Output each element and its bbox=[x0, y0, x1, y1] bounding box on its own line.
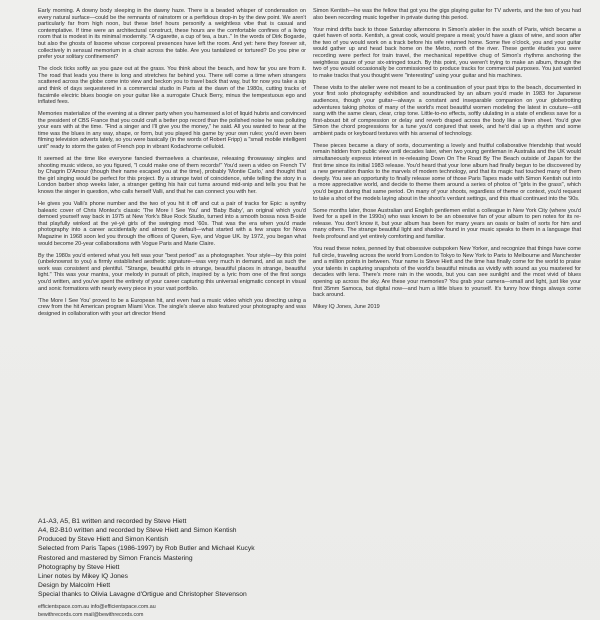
url-line: bewithrecords.com mail@bewithrecords.com bbox=[38, 612, 144, 619]
left-paragraph-4: It seemed at the time like everyone fancied themselves a chanteuse, releasing throwaway singles and shooting music videos, so you figured, "I could make one of them records!" You'd seen a video on French TV by Chagrin D'Amour (though their name escaped you at the time), probably 'Montie Carlo,' and thought that the girl singing would be perfect for this project. By a strange twist of coincidence, while telling the story in a London barber shop weeks later, a stranger getting his hair cut turns around mid-snip and tells you that he knows the singer in question, who calls herself Valli, and that he can connect you with her. bbox=[38, 156, 306, 196]
left-paragraph-3: Memories materialize of the evening at a dinner party when you harnessed a lot of liquid hubris and convinced the president of CBS France that you could craft a better pop record than the polished noise he was polluting your ears with at the time. "Find a singer and I'll give you the money," he said. All you wanted to hear at the time was the blues in any way, shape, or form, but you played his game by your own rules; you'd even been filming television adverts lately, so you were basically (in the words of Robert Fripp) a "small mobile intelligent unit" ready to storm the gates of French pop in vibrant Kodachrome celluloid. bbox=[38, 111, 306, 151]
left-paragraph-1: Early morning. A downy body sleeping in the dawny haze. There is a beaded whisper of condensation on every natural surface—could be the remnants of rainstorm or a perfidious drop-in by the dew point. We aren't particularly far from high noon, but these brief hours personify a weightless vibe that is casual and contemplative. If time were an architectural construct, these hours are the comfortable confines of a living room that is modest in its minimal modernity. "A cigarette, a cup of tea, a bun.." In the words of Dirk Bogarde, but also the ghosts of lissome whose corporeal presences have left the room. And yet: here they forever sit, collectively in sensual memorium in a chair across the table. Are you tantalized or tortured? Do you pine or prefer your solitary confinement? bbox=[38, 8, 306, 61]
credit-line: Restored and mastered by Simon Francis Mastering bbox=[38, 554, 193, 562]
left-paragraph-7: 'The More I See You' proved to be a European hit, and even had a music video which you directing using a crew from the hit American program Miami Vice. The single's sleeve also featured your photography and was designed in collaboration with your art director friend bbox=[38, 297, 306, 317]
label-urls bbox=[38, 603, 156, 620]
right-paragraph-4: These pieces became a diary of sorts, documenting a lovely and fruitful collaborative friendship that would remain hidden from public view until decades later, when two young gentleman in Australia and the UK would simultaneously express interest in re-releasing Down On The Road By The Beach outside of Japan for the first time since its initial 1983 release. You'd heard that your lone album had finally begun to be discovered by a new generation thanks to the marvels of modern technology, and that its magic had touched many of them deeply. You see an opportunity to finally release some of those Paris Tapes made with Simon Kentish out into a more appreciative world, and decide to theme them around a series of photos of "girls in the grass", which you'd begun during that same period. On many of your shoots, regardless of theme or context, you'd request to take a shot of the models laying about in the shoot's verdant settings, and this ritual continued into the '90s. bbox=[313, 142, 581, 202]
credit-line: Produced by Steve Hiett and Simon Kentish bbox=[38, 536, 169, 544]
credit-line: A4, B2-B10 written and recorded by Steve Hiett and Simon Kentish bbox=[38, 527, 237, 535]
liner-notes-right-column bbox=[313, 8, 581, 316]
liner-notes-left-column bbox=[38, 8, 306, 323]
credit-line: Liner notes by Mikey IQ Jones bbox=[38, 572, 128, 580]
url-line: efficientspace.com.au info@efficientspace.com.au bbox=[38, 604, 156, 610]
credit-line: Design by Malcolm Hiett bbox=[38, 582, 111, 590]
right-paragraph-3: These visits to the atelier were not meant to be a continuation of your past trips to the beach, documented in your first solo photography exhibition and soundtracked by an album you'd made in 1983 for Japanese audiences, though your guitar—always a constant and inseparable companion on your globetrotting adventures taking photos of many of the world's most beautiful women modeling the latest in couture—still sang with the same clean, clear, crisp tone. Little-to-no effects, softly ululating in a state of endless save for a first-aboust bit of compression or delay and reverb draped across the body like a linen sheet. You'd give Simon the chord progressions for a tune you'd conjured that week, and he'd dial up a rhythm and some ambient pads or keyboard textures with his arsenal of technology. bbox=[313, 84, 581, 137]
left-paragraph-6: By the 1980s you'd entered what you felt was your "best period" as a photographer. Your style—by this point (unbeknownst to you) a firmly established aesthetic signature—was very much in demand, and as such the work was consistent and plentiful. "Strange, beautiful girls in strange, beautiful places in strange, beautiful light." This was your mantra, your melody in pursuit of pitch, inspired by a lyric from one of the first songs you'd written, and you've spent the entirety of your career capturing this universal enigmatic concept in visual and sonic formations with nearly every piece in your vast portfolio. bbox=[38, 252, 306, 292]
right-paragraph-6: You read these notes, penned by that obsessive outspoken New Yorker, and recognize that things have come full circle, traveling across the world from London to Tokyo to New York to Paris to Melbourne and Manchester and a million points in between. Your name is Steve Hiett and the time has finally come for the world to praise your talents in capturing snapshots of the world's beautiful minutia as vividly with sound as you mastered for decades with lens. There's more rain in the woods, but you can see sunlight and the most vivid of blues opening up across the sky. Are these your memories? You grab your camera—small and light, just like your first 35mm Samoca, but digital now—and hum a little blues to yourself. It's funny how things always come back around. bbox=[313, 245, 581, 299]
credit-line: A1-A3, A5, B1 written and recorded by Steve Hiett bbox=[38, 518, 187, 525]
right-paragraph-2: Your mind drifts back to those Saturday afternoons in Simon's atelier in the south of Paris, which became a quiet haven of sorts. Kentish, a great cook, would prepare a meal; you'd have a glass of wine, and soon after the two of you would work on a track before his wife returned home. Some five o'clock, you and your guitar would gather up and head back home on the Metro, north of the river. These gentle études you were recording were perfect for train travel, the mechanical repetitive chug of Simon's rhythms anchoring the weightless gauze of your six-stringed touch. By this point, you weren't trying to make an album, though the two of you would occasionally be commissioned to produce tracks for commercial purposes. You just wanted to make tracks that you thought were "interesting" using your guitar and his machines. bbox=[313, 26, 581, 79]
credits-block bbox=[38, 517, 255, 599]
credit-line: Selected from Paris Tapes (1986-1997) by Rob Butler and Michael Kucyk bbox=[38, 545, 255, 553]
right-paragraph-1: Simon Kentish—he was the fellow that got you the gigs playing guitar for TV adverts, and the two of you had also been recording music together in private during this period. bbox=[313, 8, 581, 21]
left-paragraph-5: He gives you Valli's phone number and the two of you hit it off and cut a pair of tracks for Epic: a synthy balearic cover of Chris Montez's classic 'The More I See You' and 'Baby Baby', an original which you'd demoed yourself way back in 1975 at New York's Blue Rock Studio, turned into a smooth bossa nova B-side that playfully winked at the yé-yé girls of the swinging mod '60s. That was the era when you'd made photography into a career accidentally and almost by default—what started with a few snaps for Nova Magazine in 1968 soon led you through the offices of Queen, Eye, and Vogue UK. by 1972, you began what would become 20-year collaborations with Vogue Paris and Marie Claire. bbox=[38, 201, 306, 247]
credit-line: Special thanks to Olivia Lavagne d'Ortigue and Christopher Stevenson bbox=[38, 591, 247, 599]
liner-notes-signature: Mikey IQ Jones, June 2019 bbox=[313, 304, 380, 311]
right-paragraph-5: Some months later, those Australian and English gentlemen enlist a colleague in New York City (where you'd lived for a spell in the 1990s) who was known to be an obsessive fan of your album to pen notes for its re-release. You don't know it, but your album has been for many years an oasis or balm of sorts for him and many others. The strange beautiful light and shadow found in your music speaks to them in a language that feels profound and yet entirely comforting and familiar. bbox=[313, 207, 581, 240]
left-paragraph-2: The clock ticks softly as you gaze out at the grass. You think about the beach, and how far you are from it. The road that leads you there is long and stretches far behind you. There will come a time when strangers scattered across the globe come into view and beckon you to travel back that way, but for now you take a sip and think of days sequestered in a commercial studio in Paris at the dawn of the 1980s, cutting tracks of facsimile electric blues boogie on your guitar like a surrogate Chuck Berry, minus the tempestuous ego and inflated fees. bbox=[38, 66, 306, 106]
credit-line: Photography by Steve Hiett bbox=[38, 563, 120, 571]
